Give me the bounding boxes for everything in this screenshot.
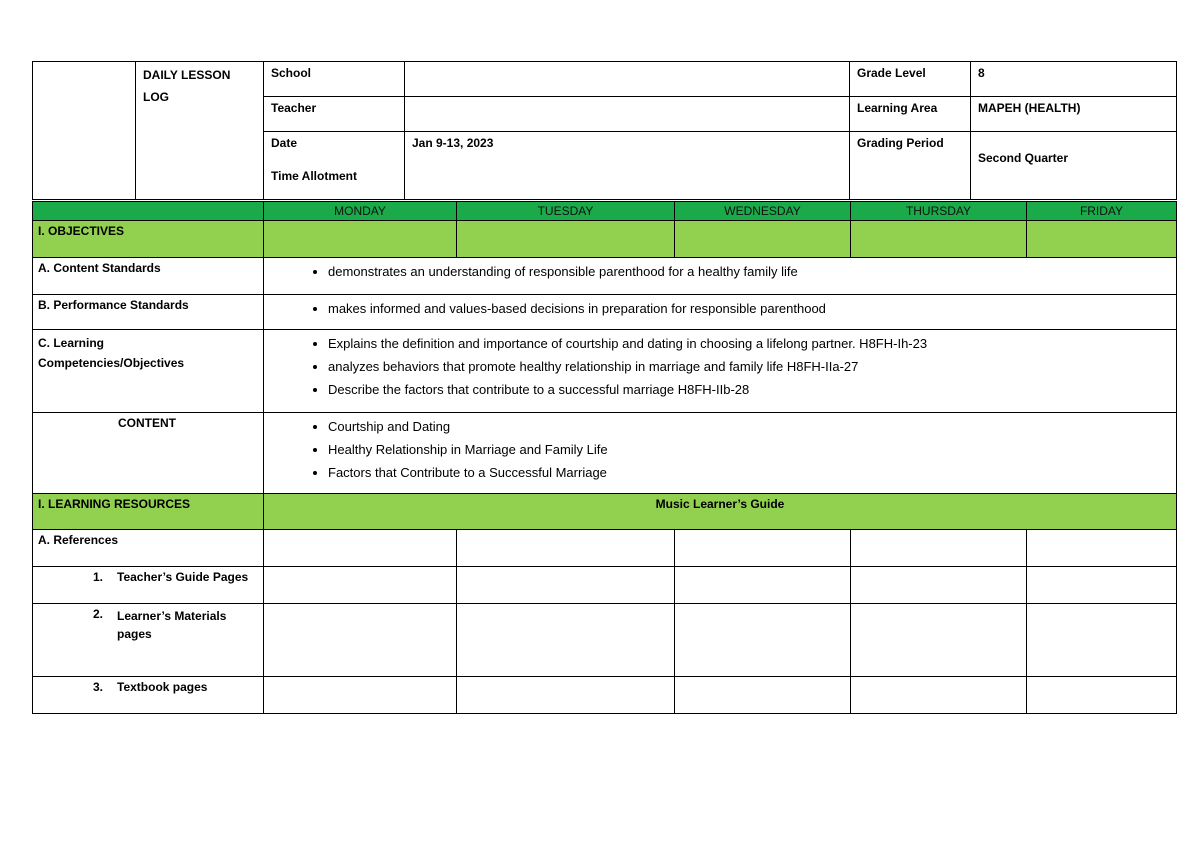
item-number: 2. — [93, 607, 104, 621]
competencies-label-line1: C. Learning — [38, 336, 105, 350]
objectives-friday[interactable] — [1027, 221, 1177, 258]
references-label: A. References — [33, 530, 264, 567]
grading-period-value: Second Quarter — [971, 132, 1177, 200]
date-time-cell — [264, 132, 405, 200]
objectives-heading: I. OBJECTIVES — [33, 221, 264, 258]
learning-area-value: MAPEH (HEALTH) — [971, 97, 1177, 132]
teachers-guide-monday[interactable] — [264, 567, 457, 604]
competency-item: • analyzes behaviors that promote healthy relationship in marriage and family life H8FH-IIa-27 — [328, 358, 1171, 376]
teachers-guide-wednesday[interactable] — [675, 567, 851, 604]
day-wednesday: WEDNESDAY — [675, 202, 851, 221]
date-label: Date — [271, 136, 298, 150]
content-standards-row — [33, 258, 1177, 295]
school-label: School — [264, 62, 405, 97]
learning-resources-heading: I. LEARNING RESOURCES — [33, 494, 264, 530]
grade-level-value: 8 — [971, 62, 1177, 97]
grading-period-label: Grading Period — [850, 132, 971, 200]
textbook-label — [33, 677, 264, 714]
learners-materials-label — [33, 604, 264, 677]
objectives-row — [33, 221, 1177, 258]
item-number: 1. — [93, 570, 104, 584]
learning-resources-row — [33, 494, 1177, 530]
item-label: Teacher’s Guide Pages — [117, 570, 249, 584]
textbook-thursday[interactable] — [851, 677, 1027, 714]
content-label: CONTENT — [33, 413, 264, 494]
content-standards-cell — [264, 258, 1177, 295]
learners-guide-title: Music Learner’s Guide — [264, 494, 1177, 530]
textbook-row — [33, 677, 1177, 714]
teachers-guide-friday[interactable] — [1027, 567, 1177, 604]
competency-item: • Describe the factors that contribute to a successful marriage H8FH-IIb-28 — [328, 381, 1171, 399]
teachers-guide-row — [33, 567, 1177, 604]
performance-standards-cell — [264, 295, 1177, 330]
day-monday: MONDAY — [264, 202, 457, 221]
learning-area-label: Learning Area — [850, 97, 971, 132]
logo-cell — [33, 62, 136, 200]
content-item: • Courtship and Dating — [328, 418, 1171, 436]
objectives-thursday[interactable] — [851, 221, 1027, 258]
textbook-friday[interactable] — [1027, 677, 1177, 714]
objectives-wednesday[interactable] — [675, 221, 851, 258]
day-friday: FRIDAY — [1027, 202, 1177, 221]
learners-materials-wednesday[interactable] — [675, 604, 851, 677]
learners-materials-monday[interactable] — [264, 604, 457, 677]
references-tuesday[interactable] — [457, 530, 675, 567]
days-row — [33, 202, 1177, 221]
competencies-label-line2: Competencies/Objectives — [38, 356, 185, 370]
teacher-label: Teacher — [264, 97, 405, 132]
item-label: Learner’s Materials pages — [117, 609, 227, 641]
performance-standards-row — [33, 295, 1177, 330]
content-standards-label: A. Content Standards — [33, 258, 264, 295]
competencies-row — [33, 330, 1177, 413]
textbook-wednesday[interactable] — [675, 677, 851, 714]
references-monday[interactable] — [264, 530, 457, 567]
content-standard-item: • demonstrates an understanding of responsible parenthood for a healthy family life — [328, 263, 1171, 281]
day-thursday: THURSDAY — [851, 202, 1027, 221]
content-item: • Healthy Relationship in Marriage and Family Life — [328, 441, 1171, 459]
content-cell — [264, 413, 1177, 494]
references-friday[interactable] — [1027, 530, 1177, 567]
competencies-cell — [264, 330, 1177, 413]
textbook-tuesday[interactable] — [457, 677, 675, 714]
learners-materials-tuesday[interactable] — [457, 604, 675, 677]
school-field[interactable] — [405, 62, 850, 97]
teachers-guide-label — [33, 567, 264, 604]
references-thursday[interactable] — [851, 530, 1027, 567]
item-label: Textbook pages — [117, 680, 208, 694]
header-table — [32, 61, 1177, 200]
learners-materials-row — [33, 604, 1177, 677]
date-value: Jan 9-13, 2023 — [405, 132, 850, 200]
grade-level-label: Grade Level — [850, 62, 971, 97]
references-row — [33, 530, 1177, 567]
performance-standard-item: • makes informed and values-based decisions in preparation for responsible parenthood — [328, 300, 1171, 318]
learners-materials-thursday[interactable] — [851, 604, 1027, 677]
textbook-monday[interactable] — [264, 677, 457, 714]
teacher-field[interactable] — [405, 97, 850, 132]
learners-materials-friday[interactable] — [1027, 604, 1177, 677]
competencies-label — [33, 330, 264, 413]
item-number: 3. — [93, 680, 104, 694]
teachers-guide-thursday[interactable] — [851, 567, 1027, 604]
days-row-blank — [33, 202, 264, 221]
content-row — [33, 413, 1177, 494]
page-title: DAILY LESSON LOG — [136, 62, 264, 200]
performance-standards-label: B. Performance Standards — [33, 295, 264, 330]
objectives-monday[interactable] — [264, 221, 457, 258]
lesson-log-table — [32, 201, 1177, 714]
teachers-guide-tuesday[interactable] — [457, 567, 675, 604]
day-tuesday: TUESDAY — [457, 202, 675, 221]
objectives-tuesday[interactable] — [457, 221, 675, 258]
competency-item: • Explains the definition and importance of courtship and dating in choosing a lifelong partner. H8FH-Ih-23 — [328, 335, 1171, 353]
content-item: • Factors that Contribute to a Successful Marriage — [328, 464, 1171, 482]
references-wednesday[interactable] — [675, 530, 851, 567]
time-allotment-label: Time Allotment — [271, 169, 358, 183]
